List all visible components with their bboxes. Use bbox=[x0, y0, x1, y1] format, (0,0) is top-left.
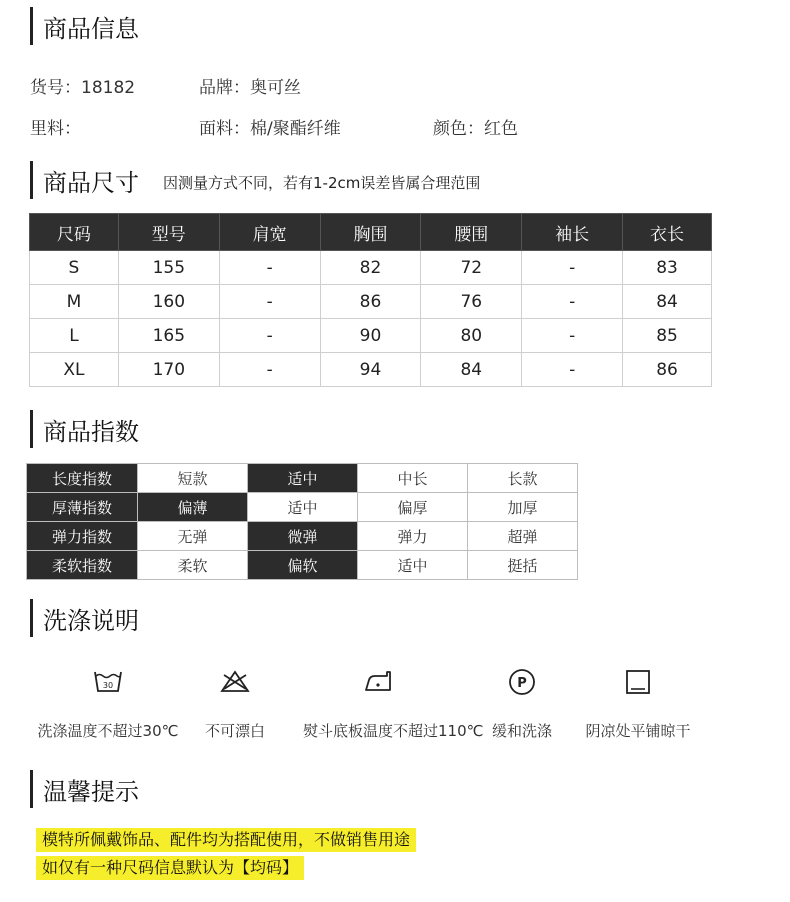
table-cell: 85 bbox=[623, 319, 712, 353]
section-title: 温馨提示 bbox=[43, 777, 139, 806]
table-cell: 170 bbox=[118, 353, 219, 387]
table-cell: 76 bbox=[421, 285, 522, 319]
index-option: 适中 bbox=[248, 493, 358, 522]
section-header-wash bbox=[30, 599, 139, 637]
section-title: 商品指数 bbox=[43, 417, 139, 446]
wash-label: 洗涤温度不超过30℃ bbox=[37, 722, 179, 740]
index-option: 超弹 bbox=[468, 522, 578, 551]
table-cell: 72 bbox=[421, 251, 522, 285]
table-cell: 86 bbox=[623, 353, 712, 387]
index-table bbox=[26, 463, 578, 580]
table-cell: S bbox=[30, 251, 119, 285]
section-title: 商品尺寸 bbox=[43, 168, 139, 197]
iron-icon bbox=[303, 660, 453, 704]
header-cell: 型号 bbox=[118, 214, 219, 251]
tip-line: 模特所佩戴饰品、配件均为搭配使用，不做销售用途 bbox=[36, 828, 416, 852]
table-cell: - bbox=[522, 353, 623, 387]
index-option-selected: 微弹 bbox=[248, 522, 358, 551]
table-cell: XL bbox=[30, 353, 119, 387]
index-row bbox=[27, 522, 578, 551]
table-row bbox=[30, 285, 712, 319]
sku-text: 货号：18182 bbox=[30, 78, 136, 98]
section-header-info bbox=[30, 7, 139, 45]
index-option-selected: 偏软 bbox=[248, 551, 358, 580]
table-cell: - bbox=[219, 353, 320, 387]
tip-line: 如仅有一种尺码信息默认为【均码】 bbox=[36, 856, 304, 880]
table-cell: 84 bbox=[421, 353, 522, 387]
table-cell: 94 bbox=[320, 353, 421, 387]
index-option: 适中 bbox=[358, 551, 468, 580]
section-bar bbox=[30, 410, 33, 448]
section-bar bbox=[30, 770, 33, 808]
index-row bbox=[27, 493, 578, 522]
index-option: 短款 bbox=[138, 464, 248, 493]
index-label: 柔软指数 bbox=[27, 551, 138, 580]
table-cell: 84 bbox=[623, 285, 712, 319]
wash-label: 不可漂白 bbox=[204, 722, 265, 740]
table-row bbox=[30, 251, 712, 285]
section-bar bbox=[30, 599, 33, 637]
table-cell: 86 bbox=[320, 285, 421, 319]
dry-flat-shade-icon bbox=[563, 660, 713, 704]
table-row bbox=[30, 319, 712, 353]
table-cell: - bbox=[522, 285, 623, 319]
index-option: 挺括 bbox=[468, 551, 578, 580]
table-cell: L bbox=[30, 319, 119, 353]
index-row bbox=[27, 551, 578, 580]
index-option-selected: 偏薄 bbox=[138, 493, 248, 522]
header-cell: 胸围 bbox=[320, 214, 421, 251]
table-cell: 80 bbox=[421, 319, 522, 353]
section-title: 洗涤说明 bbox=[43, 606, 139, 635]
index-option: 加厚 bbox=[468, 493, 578, 522]
section-header-tips bbox=[30, 770, 139, 808]
index-label: 长度指数 bbox=[27, 464, 138, 493]
index-option: 偏厚 bbox=[358, 493, 468, 522]
index-option: 长款 bbox=[468, 464, 578, 493]
table-cell: - bbox=[522, 251, 623, 285]
table-cell: 160 bbox=[118, 285, 219, 319]
table-cell: - bbox=[219, 251, 320, 285]
table-cell: 155 bbox=[118, 251, 219, 285]
table-cell: - bbox=[219, 319, 320, 353]
wash-item bbox=[563, 660, 713, 741]
index-option: 柔软 bbox=[138, 551, 248, 580]
wash-item bbox=[160, 660, 310, 741]
index-option: 弹力 bbox=[358, 522, 468, 551]
index-row bbox=[27, 464, 578, 493]
section-title: 商品信息 bbox=[43, 14, 139, 43]
table-cell: - bbox=[219, 285, 320, 319]
table-cell: M bbox=[30, 285, 119, 319]
index-option-selected: 适中 bbox=[248, 464, 358, 493]
size-note: 因测量方式不同，若有1-2cm误差皆属合理范围 bbox=[163, 173, 481, 192]
header-cell: 肩宽 bbox=[219, 214, 320, 251]
wash-item bbox=[303, 660, 484, 741]
index-label: 弹力指数 bbox=[27, 522, 138, 551]
table-cell: 82 bbox=[320, 251, 421, 285]
section-header-size bbox=[30, 161, 480, 199]
color-text: 颜色：红色 bbox=[433, 119, 518, 139]
lining-text: 里料： bbox=[30, 119, 81, 139]
section-bar bbox=[30, 161, 33, 199]
index-option: 中长 bbox=[358, 464, 468, 493]
header-cell: 袖长 bbox=[522, 214, 623, 251]
index-option: 无弹 bbox=[138, 522, 248, 551]
header-cell: 腰围 bbox=[421, 214, 522, 251]
header-cell: 尺码 bbox=[30, 214, 119, 251]
wash-label: 熨斗底板温度不超过110℃ bbox=[303, 722, 484, 740]
section-bar bbox=[30, 7, 33, 45]
table-cell: 90 bbox=[320, 319, 421, 353]
table-cell: 83 bbox=[623, 251, 712, 285]
size-table-header-row bbox=[30, 214, 712, 251]
wash-label: 阴凉处平铺晾干 bbox=[585, 722, 691, 740]
table-row bbox=[30, 353, 712, 387]
svg-text:30: 30 bbox=[102, 681, 114, 690]
brand-text: 品牌：奥可丝 bbox=[199, 78, 301, 98]
no-bleach-icon bbox=[160, 660, 310, 704]
section-header-index bbox=[30, 410, 139, 448]
fabric-text: 面料：棉/聚酯纤维 bbox=[199, 119, 341, 139]
svg-text:P: P bbox=[517, 676, 527, 691]
table-cell: - bbox=[522, 319, 623, 353]
table-cell: 165 bbox=[118, 319, 219, 353]
index-label: 厚薄指数 bbox=[27, 493, 138, 522]
header-cell: 衣长 bbox=[623, 214, 712, 251]
size-table bbox=[29, 213, 712, 387]
wash-label: 缓和洗涤 bbox=[491, 722, 552, 740]
